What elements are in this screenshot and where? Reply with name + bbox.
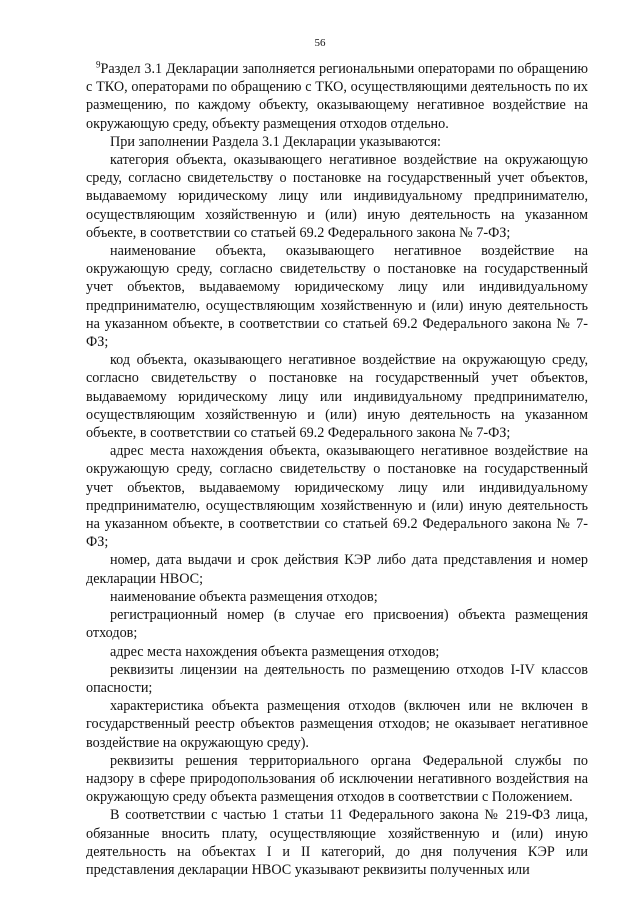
paragraph: При заполнении Раздела 3.1 Декларации указываются: bbox=[110, 133, 441, 150]
paragraph: В соответствии с частью 1 статьи 11 Федерального закона № 219-ФЗ лица, обязанные вносить плату, осуществляющие хозяйственную и (или) иную деятельность на объектах I и II категорий, до дня получения КЭР или представления декларации НВОС указывают реквизиты полученных или bbox=[86, 807, 588, 878]
paragraph bbox=[86, 60, 588, 133]
paragraph: номер, дата выдачи и срок действия КЭР либо дата представления и номер декларации НВОС; bbox=[86, 552, 588, 587]
paragraph: наименование объекта, оказывающего негативное воздействие на окружающую среду, согласно свидетельству о постановке на государственный учет объектов, выдаваемому юридическому лицу или индивидуальному предпринимателю, осуществляющим хозяйственную и (или) иную деятельность на указанном объекте, в соответствии со статьей 69.2 Федерального закона № 7-ФЗ; bbox=[86, 243, 588, 351]
page-body bbox=[86, 60, 588, 879]
footnote-marker: 9 bbox=[96, 59, 101, 70]
paragraph: код объекта, оказывающего негативное воздействие на окружающую среду, согласно свидетельству о постановке на государственный учет объектов, выдаваемому юридическому лицу или индивидуальному предпринимателю, осуществляющим хозяйственную и (или) иную деятельность на указанном объекте, в соответствии со статьей 69.2 Федерального закона № 7-ФЗ; bbox=[86, 352, 588, 442]
paragraph: характеристика объекта размещения отходов (включен или не включен в государственный реестр объектов размещения отходов; не оказывает негативное воздействие на окружающую среду). bbox=[86, 698, 588, 751]
paragraph: реквизиты решения территориального органа Федеральной службы по надзору в сфере природопользования об исключении негативного воздействия на окружающую среду объекта размещения отходов в соответствии с Положением. bbox=[86, 752, 588, 806]
paragraph: категория объекта, оказывающего негативное воздействие на окружающую среду, согласно свидетельству о постановке на государственный учет объектов, выдаваемому юридическому лицу или индивидуальному предпринимателю, осуществляющим хозяйственную и (или) иную деятельность на указанном объекте, в соответствии со статьей 69.2 Федерального закона № 7-ФЗ; bbox=[86, 152, 588, 241]
paragraph: наименование объекта размещения отходов; bbox=[110, 588, 378, 605]
page-number: 56 bbox=[314, 37, 326, 49]
paragraph: реквизиты лицензии на деятельность по размещению отходов I-IV классов опасности; bbox=[86, 661, 588, 696]
paragraph: адрес места нахождения объекта размещения отходов; bbox=[110, 643, 440, 660]
paragraph: адрес места нахождения объекта, оказывающего негативное воздействие на окружающую среду, согласно свидетельству о постановке на государственный учет объектов, выдаваемому юридическому лицу или индивидуальному предпринимателю, осуществляющим хозяйственную и (или) иную деятельность на указанном объекте, в соответствии со статьей 69.2 Федерального закона № 7-ФЗ; bbox=[86, 443, 588, 551]
paragraph-text: Раздел 3.1 Декларации заполняется региональными операторами по обращению с ТКО, операторами по обращению с ТКО, осуществляющими деятельность по их размещению, по каждому объекту, оказывающему негативное воздействие на окружающую среду, объекту размещения отходов отдельно. bbox=[86, 61, 588, 132]
paragraph: регистрационный номер (в случае его присвоения) объекта размещения отходов; bbox=[86, 607, 588, 642]
